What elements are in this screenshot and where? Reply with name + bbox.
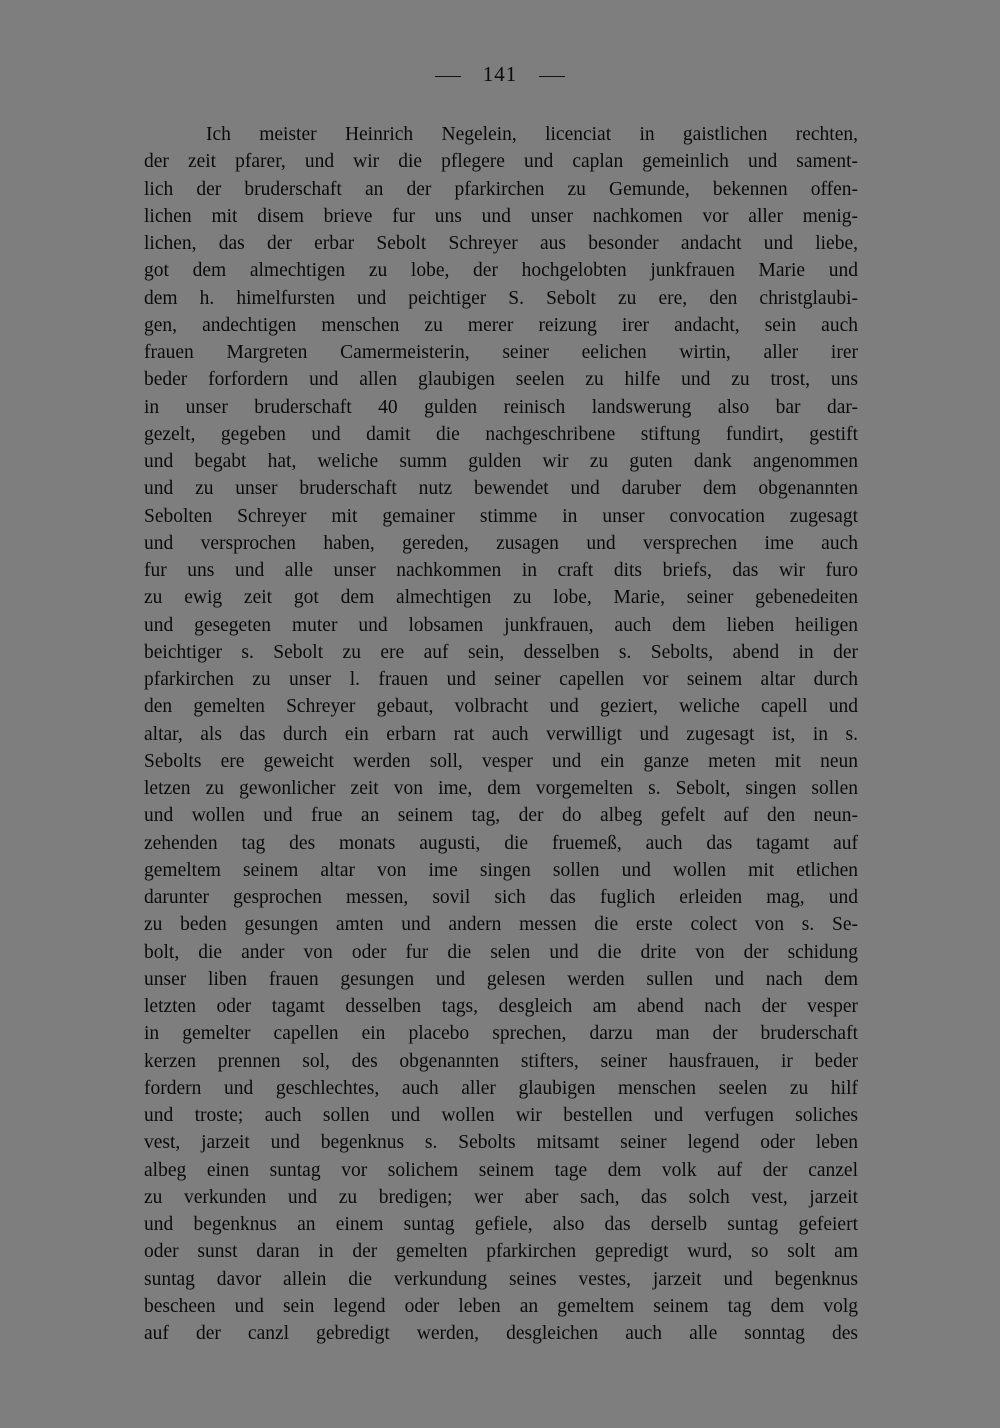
text-line: lichen mit disem brieve fur uns und unser nachkomen vor aller menig- xyxy=(144,205,858,227)
text-line: letzten oder tagamt desselben tags, desgleich am abend nach der vesper xyxy=(144,996,858,1017)
text-line: frauen Margreten Camermeisterin, seiner eelichen wirtin, aller irer xyxy=(144,342,858,363)
text-line: beder forfordern und allen glaubigen seelen zu hilfe und zu trost, uns xyxy=(144,369,858,391)
text-line: vest, jarzeit und begenknus s. Sebolts mitsamt seiner legend oder leben xyxy=(144,1132,858,1154)
text-line: unser liben frauen gesungen und gelesen werden sullen und nach dem xyxy=(144,968,858,990)
text-line: in unser bruderschaft 40 gulden reinisch landswerung also bar dar- xyxy=(144,396,858,418)
text-line: gemeltem seinem altar von ime singen sollen und wollen mit etlichen xyxy=(144,859,858,881)
text-line: beichtiger s. Sebolt zu ere auf sein, desselben s. Sebolts, abend in der xyxy=(144,641,858,663)
text-line: und troste; auch sollen und wollen wir bestellen und verfugen soliches xyxy=(144,1105,858,1126)
text-line: und zu unser bruderschaft nutz bewendet und daruber dem obgenannten xyxy=(144,478,858,500)
text-line: und begabt hat, weliche summ gulden wir zu guten dank angenommen xyxy=(144,451,858,472)
text-line: fordern und geschlechtes, auch aller glaubigen menschen seelen zu hilf xyxy=(144,1077,858,1099)
text-line: Ich meister Heinrich Negelein, licenciat in gaistlichen rechten, xyxy=(206,124,858,145)
text-line: kerzen prennen sol, des obgenannten stifters, seiner hausfrauen, ir beder xyxy=(144,1050,858,1072)
text-line: got dem almechtigen zu lobe, der hochgelobten junkfrauen Marie und xyxy=(144,260,858,282)
text-line: pfarkirchen zu unser l. frauen und seiner capellen vor seinem altar durch xyxy=(144,669,858,690)
body-text xyxy=(144,121,858,1347)
text-line: und gesegeten muter und lobsamen junkfrauen, auch dem lieben heiligen xyxy=(144,614,858,636)
text-line: lichen, das der erbar Sebolt Schreyer aus besonder andacht und liebe, xyxy=(144,233,858,254)
header-dash-left xyxy=(435,76,461,77)
text-line: Sebolts ere geweicht werden soll, vesper und ein ganze meten mit neun xyxy=(144,750,858,772)
header-dash-right xyxy=(539,76,565,77)
text-line: in gemelter capellen ein placebo sprechen, darzu man der bruderschaft xyxy=(144,1023,858,1045)
text-line: zehenden tag des monats augusti, die fruemeß, auch das tagamt auf xyxy=(144,832,858,854)
text-line: und wollen und frue an seinem tag, der do albeg gefelt auf den neun- xyxy=(144,805,858,827)
text-line: der zeit pfarer, und wir die pflegere und caplan gemeinlich und sament- xyxy=(144,151,858,173)
text-line: albeg einen suntag vor solichem seinem tage dem volk auf der canzel xyxy=(144,1159,858,1181)
text-line: gen, andechtigen menschen zu merer reizung irer andacht, sein auch xyxy=(144,314,858,336)
text-line: gezelt, gegeben und damit die nachgeschribene stiftung fundirt, gestift xyxy=(144,423,858,445)
page-number: 141 xyxy=(482,62,518,86)
text-line: zu ewig zeit got dem almechtigen zu lobe, Marie, seiner gebenedeiten xyxy=(144,587,858,609)
text-line: bolt, die ander von oder fur die selen und die drite von der schidung xyxy=(144,941,858,963)
text-line: Sebolten Schreyer mit gemainer stimme in unser convocation zugesagt xyxy=(144,505,858,527)
text-line: letzen zu gewonlicher zeit von ime, dem vorgemelten s. Sebolt, singen sollen xyxy=(144,778,858,799)
text-line: zu verkunden und zu bredigen; wer aber sach, das solch vest, jarzeit xyxy=(144,1186,858,1208)
text-line: suntag davor allein die verkundung seines vestes, jarzeit und begenknus xyxy=(144,1268,858,1290)
text-line: lich der bruderschaft an der pfarkirchen zu Gemunde, bekennen offen- xyxy=(144,178,858,200)
text-line: oder sunst daran in der gemelten pfarkirchen gepredigt wurd, so solt am xyxy=(144,1241,858,1263)
text-line: darunter gesprochen messen, sovil sich das fuglich erleiden mag, und xyxy=(144,887,858,908)
text-line: und versprochen haben, gereden, zusagen und versprechen ime auch xyxy=(144,532,858,554)
text-line: fur uns und alle unser nachkommen in craft dits briefs, das wir furo xyxy=(144,560,858,581)
text-line: und begenknus an einem suntag gefiele, also das derselb suntag gefeiert xyxy=(144,1214,858,1235)
text-line: den gemelten Schreyer gebaut, volbracht und geziert, weliche capell und xyxy=(144,696,858,718)
page-header xyxy=(0,62,1000,87)
text-line: dem h. himelfursten und peichtiger S. Sebolt zu ere, den christglaubi- xyxy=(144,287,858,309)
text-line: zu beden gesungen amten und andern messen die erste colect von s. Se- xyxy=(144,914,858,936)
text-line: bescheen und sein legend oder leben an gemeltem seinem tag dem volg xyxy=(144,1295,858,1317)
text-line: altar, als das durch ein erbarn rat auch verwilligt und zugesagt ist, in s. xyxy=(144,723,858,745)
text-line: auf der canzl gebredigt werden, desgleichen auch alle sonntag des xyxy=(144,1323,858,1344)
